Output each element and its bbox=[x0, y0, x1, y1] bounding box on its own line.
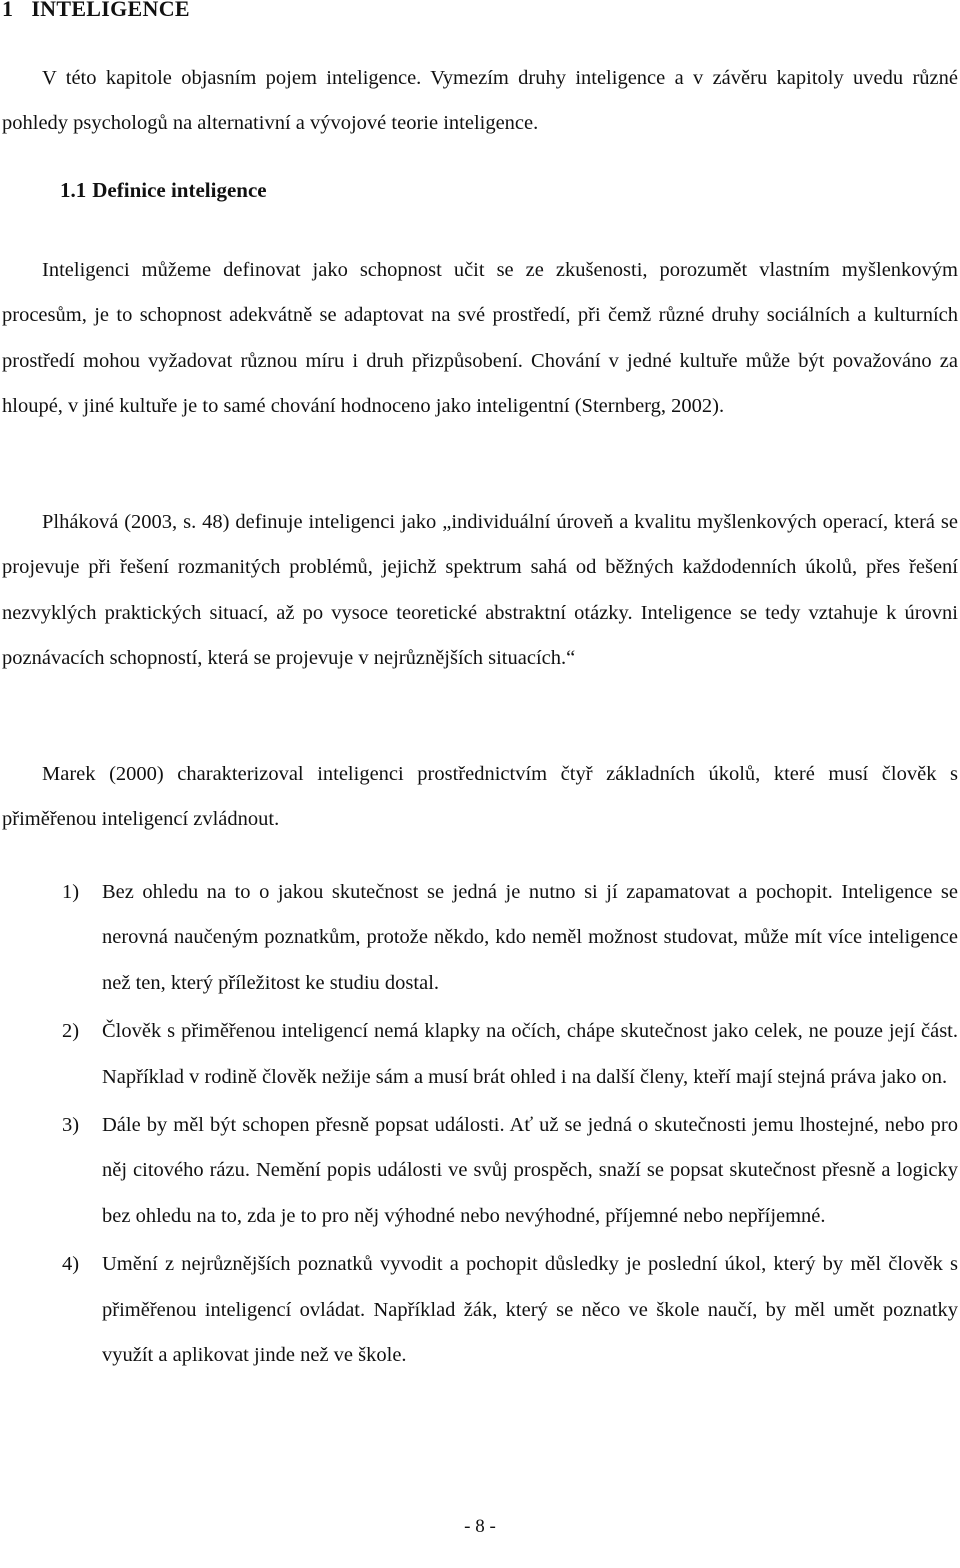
chapter-number: 1 bbox=[2, 0, 14, 21]
section-title: Definice inteligence bbox=[92, 178, 267, 202]
quote-paragraph: Plháková (2003, s. 48) definuje inteligenci jako „individuální úroveň a kvalitu myšlenkových operací, která se projevuje při řešení rozmanitých problémů, jejichž spektrum sahá od běžných každodenních úkolů, přes řešení nezvyklých praktických situací, až po vysoce teoretické abstraktní otázky. Inteligence se tedy vztahuje k úrovni poznávacích schopností, která se projevuje v nejrůznějších situacích.“ bbox=[2, 511, 958, 670]
list-marker: 2) bbox=[62, 1020, 80, 1043]
page-number: - 8 - bbox=[464, 1516, 496, 1537]
list-item bbox=[62, 1009, 958, 1100]
chapter-title: INTELIGENCE bbox=[31, 0, 190, 21]
section-number: 1.1 bbox=[60, 178, 87, 202]
list-item bbox=[62, 1103, 958, 1239]
intro-paragraph: V této kapitole objasním pojem inteligence. Vymezím druhy inteligence a v závěru kapitoly uvedu různé pohledy psychologů na alternativní a vývojové teorie inteligence. bbox=[2, 67, 958, 135]
chapter-heading bbox=[2, 0, 190, 22]
tasks-list bbox=[62, 870, 958, 1381]
list-item bbox=[62, 1242, 958, 1378]
marek-paragraph: Marek (2000) charakterizoval inteligenci prostřednictvím čtyř základních úkolů, které musí člověk s přiměřenou inteligencí zvládnout. bbox=[2, 763, 958, 831]
list-item-text: Bez ohledu na to o jakou skutečnost se jedná je nutno si jí zapamatovat a pochopit. Inteligence se nerovná naučeným poznatkům, protože někdo, kdo neměl možnost studovat, může mít více inteligence než ten, který příležitost ke studiu dostal. bbox=[102, 881, 958, 994]
list-marker: 3) bbox=[62, 1114, 80, 1137]
definition-paragraph: Inteligenci můžeme definovat jako schopnost učit se ze zkušenosti, porozumět vlastním myšlenkovým procesům, je to schopnost adekvátně se adaptovat na své prostředí, při čemž různé druhy sociálních a kulturních prostředí mohou vyžadovat různou míru i druh přizpůsobení. Chování v jedné kultuře může být považováno za hloupé, v jiné kultuře je to samé chování hodnoceno jako inteligentní (Sternberg, 2002). bbox=[2, 259, 958, 418]
section-heading bbox=[60, 178, 267, 203]
list-item-text: Dále by měl být schopen přesně popsat události. Ať už se jedná o skutečnosti jemu lhostejné, nebo pro něj citového rázu. Nemění popis události ve svůj prospěch, snaží se popsat skutečnost přesně a logicky bez ohledu na to, zda je to pro něj výhodné nebo nevýhodné, příjemné nebo nepříjemné. bbox=[102, 1114, 958, 1227]
list-item-text: Člověk s přiměřenou inteligencí nemá klapky na očích, chápe skutečnost jako celek, ne pouze její část. Například v rodině člověk nežije sám a musí brát ohled i na další členy, kteří mají stejná práva jako on. bbox=[102, 1020, 958, 1088]
list-item-text: Umění z nejrůznějších poznatků vyvodit a pochopit důsledky je poslední úkol, který by měl člověk s přiměřenou inteligencí ovládat. Například žák, který se něco ve škole naučí, by měl umět poznatky využít a aplikovat jinde než ve škole. bbox=[102, 1253, 958, 1367]
list-marker: 1) bbox=[62, 881, 80, 903]
list-marker: 4) bbox=[62, 1253, 80, 1276]
list-item bbox=[62, 870, 958, 1006]
